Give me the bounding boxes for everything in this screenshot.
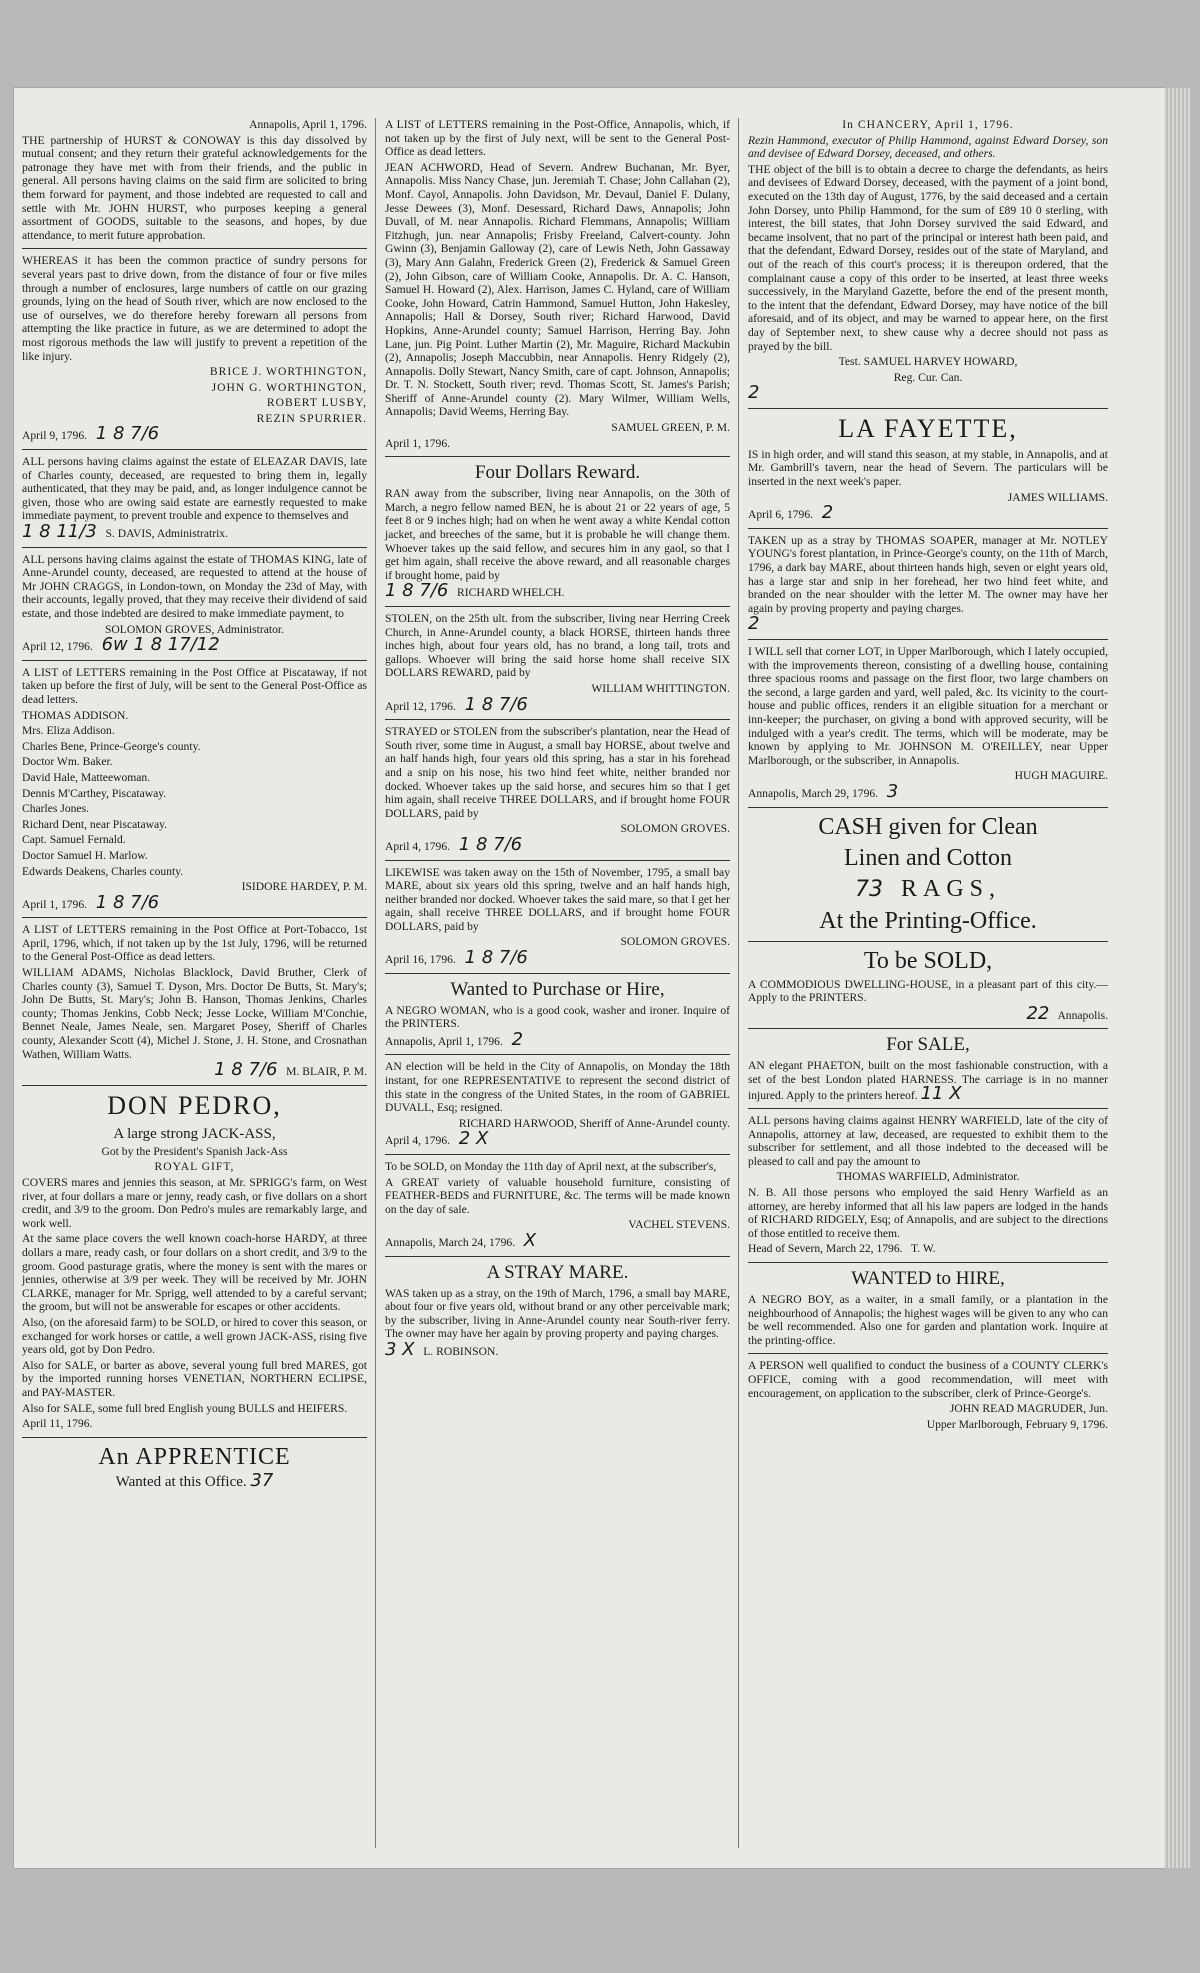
divider — [748, 1262, 1108, 1263]
ad-subtitle: A large strong JACK-ASS, — [113, 1125, 276, 1142]
date-text: April 12, 1796. — [22, 640, 93, 654]
letter-name: Dennis M'Carthey, Piscataway. — [22, 786, 167, 800]
signer: HUGH MAGUIRE. — [1014, 769, 1108, 783]
letter-name: David Hale, Matteewoman. — [22, 770, 151, 784]
notice-date — [385, 1128, 730, 1150]
signer: JOHN G. WORTHINGTON, — [211, 380, 367, 394]
ad-text: At the same place covers the well known coach-horse HARDY, at three dollars a mare, ready cash, or four dollars on a short credit, and 3/9 to the groom. Good pasturage gratis, where the money is sent with the mares or jennies, otherwise at 3/9 per week. They will be received by Mr. JOHN CLARKE, manager for Mr. Sprigg, well attended to by a careful servant; the groom, but will not be answerable for escapes or other accidents. — [22, 1232, 367, 1314]
notice-date — [385, 1229, 730, 1251]
handwritten-mark: 2 — [821, 502, 834, 524]
letter-name: Charles Jones. — [22, 802, 89, 816]
notice-date — [385, 833, 730, 855]
handwritten-mark: 1 8 7/6 — [95, 891, 160, 913]
ad-title: LA FAYETTE, — [838, 413, 1018, 443]
signature-line — [385, 1338, 730, 1360]
date-text: Annapolis, March 24, 1796. — [385, 1235, 516, 1249]
date-text: Annapolis, March 29, 1796. — [748, 786, 879, 800]
la-fayette-ad — [748, 414, 1108, 522]
notice-text: ALL persons having claims against HENRY WARFIELD, late of the city of Annapolis, attorney at law, deceased, are requested to exhibit them to the subscriber for settlement, and all those indebted to the deceased will be pleased to call and pay the amount to — [748, 1114, 1108, 1168]
rags-word: RAGS, — [900, 875, 1002, 902]
reward-ad — [385, 462, 730, 600]
notice-text: THE object of the bill is to obtain a decree to charge the defendants, as heirs and devisees of Edward Dorsey, deceased, with the payment of a joint bond, executed on the 13th day of August, 1776, by the said deceased and a certain John Dorsey, unto Philip Hammond, for the sum of £89 10 0 sterling, with interest, the bill states, that John Dorsey survived the said Edward, and became insolvent, that no part of the principal or interest hath been paid, and that the defendant, Edward Dorsey, resides out of the state of Maryland, and out of the reach of this court's process; it is thereupon ordered, that the complainant cause a copy of this order to be inserted, at least three weeks successively, in the Maryland Gazette, before the end of the present month, to the intent that the defendant, Edward Dorsey, may have notice of the bill aforesaid, and of its object, and may be warned to appear here, on the first day of September next, to shew cause why a decree should not pass as prayed by the bill. — [748, 162, 1108, 353]
signer: RICHARD HARWOOD, Sheriff of Anne-Arundel county. — [458, 1116, 730, 1130]
handwritten-mark: 37 — [250, 1469, 274, 1491]
groves-notice — [22, 553, 367, 654]
notice-text: THE partnership of HURST & CONOWAY is this day dissolved by mutual consent; and they return their grateful acknowledgements for the patronage they have met with from their friends, and the public in general. All persons having claims on the said firm are solicited to bring them forward for payment, and those indebted are requested to call and settle with Mr. JOHN HURST, who purposes keeping a general assortment of GOODS, suitable to the seasons, and hopes, by due attendance, to merit future approbation. — [22, 133, 367, 242]
signer: Test. SAMUEL HARVEY HOWARD, — [838, 355, 1018, 369]
letter-name: Edwards Deakens, Charles county. — [22, 864, 184, 878]
date-text: April 4, 1796. — [385, 1134, 451, 1148]
strayed-horse-ad — [385, 725, 730, 853]
date-text: April 6, 1796. — [748, 508, 814, 522]
divider — [748, 528, 1108, 529]
ad-title: DON PEDRO, — [107, 1090, 282, 1120]
signer: WILLIAM WHITTINGTON. — [591, 681, 730, 695]
column-1 — [22, 118, 367, 1495]
apprentice-ad — [22, 1443, 367, 1490]
date-text: April 16, 1796. — [385, 953, 456, 967]
signer-title: Reg. Cur. Can. — [893, 370, 963, 384]
divider — [748, 639, 1108, 640]
column-2 — [385, 118, 730, 1365]
signature-line — [385, 580, 730, 602]
ad-title: Wanted to Purchase or Hire, — [450, 978, 665, 1000]
notice-text: N. B. All those persons who employed the said Henry Warfield as an attorney, are hereby informed that all his law papers are lodged in the hands of RICHARD RIDGELY, Esq; of Annapolis, and are subject to the directions of those entitled to receive them. — [748, 1186, 1108, 1240]
divider — [385, 1054, 730, 1055]
wanted-purchase-ad — [385, 979, 730, 1049]
ad-title: Four Dollars Reward. — [474, 462, 641, 484]
date-text: April 4, 1796. — [385, 839, 451, 853]
election-notice — [385, 1060, 730, 1148]
ad-text-body: AN elegant PHAETON, built on the most fashionable construction, with a set of the best London plated HARNESS. The carriage is in no manner injured. Apply to the printers hereof. — [748, 1059, 1108, 1102]
notice-text: A LIST of LETTERS remaining in the Post Office at Port-Tobacco, 1st April, 1796, which, if not taken up by the 1st July, 1796, will be returned to the General Post-Office as dead letters. — [22, 923, 367, 964]
notice-date — [385, 947, 730, 969]
stolen-horse-ad — [385, 612, 730, 713]
letter-name: Mrs. Eliza Addison. — [22, 724, 115, 738]
furniture-sale-ad — [385, 1160, 730, 1250]
ad-text: IS in high order, and will stand this season, at my stable, in Annapolis, and at Mr. Gambrill's tavern, near the head of Severn. The particulars will be inserted in the next week's paper. — [748, 447, 1108, 489]
ad-subtitle — [22, 1469, 367, 1491]
letter-name: Charles Bene, Prince-George's county. — [22, 739, 201, 753]
divider — [385, 606, 730, 607]
letter-name: THOMAS ADDISON. — [22, 708, 129, 722]
ad-date: April 11, 1796. — [22, 1417, 93, 1431]
date-text: April 1, 1796. — [22, 897, 88, 911]
ad-text: LIKEWISE was taken away on the 15th of November, 1795, a small bay MARE, about six years old this spring, twelve and an half hands high, neither branded nor docked. Whoever takes the said mare, so that I get her again, shall receive THREE DOLLARS, and if brought home FOUR DOLLARS, paid by — [385, 865, 730, 933]
date-text: Head of Severn, March 22, 1796. — [748, 1242, 903, 1256]
signer: S. DAVIS, Administratrix. — [105, 527, 228, 541]
signer: L. ROBINSON. — [423, 1344, 499, 1358]
notice-date: In CHANCERY, April 1, 1796. — [842, 118, 1014, 131]
divider — [748, 1028, 1108, 1029]
letter-name: Richard Dent, near Piscataway. — [22, 817, 168, 831]
likewise-mare-ad — [385, 866, 730, 967]
ad-title: An APPRENTICE — [98, 1443, 291, 1470]
notice-date — [748, 780, 1108, 802]
ad-text: RAN away from the subscriber, living near Annapolis, on the 30th of March, a negro fellow named BEN, he is about 21 or 22 years of age, 5 feet 8 or 9 inches high; had on when he went away a white Kendal cotton jacket, and breeches of the same, but it is probable he will change them. Whoever takes up the said fellow, and secures him in any gaol, so that I get him again, shall receive the above reward, and all reasonable charges if brought home, paid by — [385, 487, 730, 582]
divider — [385, 719, 730, 720]
handwritten-mark: 1 8 7/6 — [458, 833, 523, 855]
ad-text: WAS taken up as a stray, on the 19th of March, 1796, a small bay MARE, about four or five years old, without brand or any other perceivable mark; by the subscriber, living in Anne-Arundel county near South-river ferry. The owner may have her again by proving property and paying charges. — [385, 1286, 730, 1341]
divider — [385, 1154, 730, 1155]
cash-rags-ad — [748, 813, 1108, 935]
notice-date — [385, 693, 730, 715]
ad-text: COVERS mares and jennies this season, at Mr. SPRIGG's farm, on West river, at four dollars a mare or jenny, ready cash, or five dollars on a short credit, and 3/9 to the groom. Don Pedro's mules are remarkably large, and work well. — [22, 1176, 367, 1230]
ad-text: STOLEN, on the 25th ult. from the subscriber, living near Herring Creek Church, in Anne-Arundel county, a black HORSE, thirteen hands three inches high, about four years old, has no brand, a long tail, trots and gallops. Whoever will bring the said horse home shall receive SIX DOLLARS REWARD, paid by — [385, 612, 730, 680]
handwritten-mark: 1 8 7/6 — [464, 693, 528, 715]
ad-text: TAKEN up as a stray by THOMAS SOAPER, manager at Mr. NOTLEY YOUNG's forest plantation, in Prince-George's county, on the 11th of March, 1796, a dark bay MARE, about thirteen hands high, seven or eight years old, has a large star and snip in her forehead, her two hind feet white, and branded on the near shoulder with the letter M. The owner may have her again by proving property and paying charges. — [748, 533, 1108, 615]
handwritten-mark: 1 8 7/6 — [385, 580, 449, 602]
notice-date — [22, 891, 367, 913]
ad-line: Linen and Cotton — [844, 844, 1012, 871]
notice-date: Annapolis, April 1, 1796. — [249, 118, 367, 131]
house-sale-ad — [748, 947, 1108, 1023]
case-parties: Rezin Hammond, executor of Philip Hammond, against Edward Dorsey, son and devisee of Edward Dorsey, deceased, and others. — [748, 133, 1108, 161]
lot-sale-ad — [748, 645, 1108, 801]
signature-line — [22, 1059, 367, 1081]
signature-line — [748, 1002, 1108, 1024]
handwritten-mark: 3 — [886, 780, 899, 802]
ad-text: Also for SALE, or barter as above, several young full bred MARES, got by the imported running horses VENETIAN, NORTHERN ECLIPSE, and PAY-MASTER. — [22, 1358, 367, 1399]
divider — [22, 917, 367, 918]
ad-text: To be SOLD, on Monday the 11th day of April next, at the subscriber's, — [385, 1160, 717, 1173]
warfield-notice — [748, 1114, 1108, 1256]
divider — [22, 449, 367, 450]
divider — [22, 1437, 367, 1438]
date-text: April 9, 1796. — [22, 429, 88, 443]
chancery-notice — [748, 118, 1108, 402]
notice-date — [22, 634, 367, 656]
letter-name: Doctor Wm. Baker. — [22, 755, 113, 769]
handwritten-mark: 2 — [511, 1028, 524, 1050]
ad-title: For SALE, — [886, 1034, 970, 1056]
ad-text: A COMMODIOUS DWELLING-HOUSE, in a pleasant part of this city.—Apply to the PRINTERS. — [748, 977, 1108, 1005]
handwritten-mark: 1 8 7/6 — [464, 947, 528, 969]
letter-names: WILLIAM ADAMS, Nicholas Blacklock, David Bruther, Clerk of Charles county (3), Samuel T. Dyson, Mrs. Doctor De Butts, St. Mary's; John De Butts, St. Mary's; John B. Hanson, Thomas Jenkins, Charles county; Thomas Jenkins, Cobb Neck; Jesse Locke, William M'Conchie, Bennet Neale, James Neale, sen. Margaret Posey, Sheriff of Charles county, Alexander Scott (4), Michel J. Stone, J. H. Stone, and Crosnathan Wathen, William Watts. — [22, 966, 367, 1061]
notice-date: April 1, 1796. — [385, 436, 451, 450]
davis-notice — [22, 455, 367, 541]
notice-text: A LIST of LETTERS remaining in the Post-Office, Annapolis, which, if not taken up by the first of July next, will be sent to the General Post-Office as dead letters. — [385, 118, 730, 159]
signer: SOLOMON GROVES, Administrator. — [104, 622, 285, 636]
ad-text: A PERSON well qualified to conduct the business of a COUNTY CLERK's OFFICE, coming with a good recommendation, will meet with encouragement, on application to the subscriber, clerk of Prince-George's. — [748, 1359, 1108, 1400]
handwritten-mark: 11 X — [920, 1082, 962, 1104]
notice-text: ALL persons having claims against the estate of ELEAZAR DAVIS, late of Charles county, deceased, are requested to bring them in, legally authenticated, that they may be paid, and, as longer indulgence cannot be given, those who are owing said estate are earnestly requested to make immediate payment, to prevent trouble and expence to themselves and — [22, 455, 367, 523]
notice-text: WHEREAS it has been the common practice of sundry persons for several years past to drive down, from the distance of four or five miles through a number of enclosures, large numbers of cattle on our grazing grounds, lying on the head of South river, which are now enclosed to the use of ourselves, we do therefore hereby forewarn all persons from attempting the like practice in future, as we are determined to adopt the most rigorous methods the law will justify to prevent a repetition of the like injury. — [22, 254, 367, 363]
divider — [385, 456, 730, 457]
divider — [22, 547, 367, 548]
page-edge — [1164, 88, 1190, 1868]
initials: T. W. — [911, 1242, 936, 1256]
ad-text: Also for SALE, some full bred English young BULLS and HEIFERS. — [22, 1401, 348, 1415]
signer: BRICE J. WORTHINGTON, — [209, 365, 367, 379]
hire-ad — [748, 1268, 1108, 1347]
stray-mare-ad — [385, 1262, 730, 1359]
ad-subtitle: Got by the President's Spanish Jack-Ass — [101, 1144, 288, 1158]
handwritten-mark: 2 X — [458, 1128, 489, 1150]
signer: SOLOMON GROVES. — [620, 935, 730, 949]
signer: THOMAS WARFIELD, Administrator. — [836, 1170, 1020, 1184]
handwritten-mark: 1 8 7/6 — [95, 423, 160, 445]
divider — [748, 408, 1108, 409]
handwritten-mark: 73 — [854, 876, 883, 902]
ad-text: I WILL sell that corner LOT, in Upper Marlborough, which I lately occupied, with the improvements thereon, consisting of a dwelling house, containing three spacious rooms and passage on the first floor, two large chambers on the second, a large garden and yard, well paled, &c. Its vicinity to the court-house and public offices, renders it an eligible situation for a merchant or inn-keeper; the purchaser, on giving a bond with approved security, will be indulged with a year's credit. The terms, which will be moderate, may be known by applying to Mr. JOHNSON M. O'REILLEY, near Upper Marlborough, or the subscriber, in Annapolis. — [748, 645, 1108, 767]
signer: RICHARD WHELCH. — [457, 586, 565, 600]
handwritten-mark: 3 X — [385, 1338, 415, 1360]
handwritten-mark: X — [523, 1229, 537, 1251]
ad-title: A STRAY MARE. — [486, 1261, 629, 1283]
worthington-notice — [22, 254, 367, 443]
handwritten-mark: 6w 1 8 17/12 — [101, 634, 220, 656]
signer: JAMES WILLIAMS. — [1007, 490, 1108, 504]
letter-names: JEAN ACHWORD, Head of Severn. Andrew Buchanan, Mr. Byer, Annapolis. Miss Nancy Chase, jun. Jeremiah T. Chase; John Callahan (2), Monf. Cayol, Annapolis. John Davidson, Mr. Devaul, Daniel F. Dulany, Jesse Dewees (3), Monf. Desessard, Richard Daws, Annapolis; John Duvall, of M. near Annapolis. Richard Flemmans, Annapolis; William Fitzhugh, jun. near Annapolis; Frisby Freeland, Calvert-county. John Gwinn (3), Benjamin Galloway (2), care of Lewis Neth, John Gassaway (3), Mary Ann Galahn, Frederick Green (2), Frederick & Samuel Green (2), John Gibson, care of William Cooke, Annapolis. Dr. A. C. Hanson, Samuel H. Howard (2), Alex. Harrison, James C. Hyland, care of William Cooke, John Howard, Catrin Hammond, Samuel Hutton, John Hakesley, Annapolis; Hall & Dorsey, South river; Richard Harwood, David Hopkins, Anne-Arundel county; Samuel Harrison, Herring Bay. John Lane, jun. Pig Point. Luther Martin (2), Mr. Maguire, Richard Mackubin (2), Annapolis; Joseph Maccubbin, near Annapolis. Henry Ridgely (2), Annapolis. Dolly Stewart, Nancy Smith, care of capt. Johnson, Annapolis; Dr. T. N. Stockett, South river; revd. Thomas Scott, St. James's Parish; Sheriff of Anne-Arundel county (2). Mary Wilmer, William Wells, Annapolis; David Weems, Herring Bay. — [385, 160, 730, 419]
divider — [385, 860, 730, 861]
ad-line: At the Printing-Office. — [819, 907, 1037, 934]
handwritten-mark: 1 8 7/6 — [214, 1059, 278, 1081]
notice-text: A LIST of LETTERS remaining in the Post Office at Piscataway, if not taken up before the first of July, will be sent to the General Post-Office as dead letters. — [22, 665, 367, 706]
divider — [748, 807, 1108, 808]
notice-date — [748, 1242, 1108, 1256]
piscataway-letters — [22, 666, 367, 912]
phaeton-sale-ad — [748, 1034, 1108, 1102]
handwritten-line — [748, 613, 1108, 635]
ad-text: Also, (on the aforesaid farm) to be SOLD, or hired to cover this season, or exchanged for work horses or cattle, a well grown JACK-ASS, rising five years old, got by Don Pedro. — [22, 1315, 367, 1357]
divider — [22, 248, 367, 249]
ad-text — [748, 1059, 1108, 1102]
notice-text: ALL persons having claims against the estate of THOMAS KING, late of Anne-Arundel county, deceased, are requested to attend at the house of Mr JOHN CRAGGS, in London-town, on Monday the 23d of May, with their accounts, legally proved, that they may receive their dividend of said estate, and those indebted are desired to make immediate payment, to — [22, 552, 367, 620]
column-rule — [375, 118, 376, 1848]
notice-date — [385, 1028, 730, 1050]
ad-line: CASH given for Clean — [818, 813, 1038, 840]
handwritten-mark: 2 — [748, 382, 760, 404]
ad-title: To be SOLD, — [863, 947, 993, 974]
soaper-stray-ad — [748, 534, 1108, 633]
handwritten-mark: 22 — [1026, 1002, 1050, 1024]
ad-title: WANTED to HIRE, — [851, 1268, 1005, 1290]
signer: REZIN SPURRIER. — [256, 411, 367, 425]
port-tobacco-letters — [22, 923, 367, 1079]
divider — [385, 1256, 730, 1257]
annapolis-letters — [385, 118, 730, 450]
signature-line — [22, 521, 367, 543]
handwritten-mark: 2 — [748, 613, 760, 635]
handwritten-mark: 1 8 11/3 — [22, 521, 97, 543]
divider — [748, 941, 1108, 942]
signer: ROBERT LUSBY, — [266, 396, 367, 410]
ad-line — [748, 875, 1108, 904]
divider — [748, 1353, 1108, 1354]
date-text: Annapolis, April 1, 1796. — [385, 1034, 503, 1048]
ad-text: A NEGRO WOMAN, who is a good cook, washer and ironer. Inquire of the PRINTERS. — [385, 1003, 730, 1031]
ad-text: A NEGRO BOY, as a waiter, in a small family, or a plantation in the neighbourhood of Annapolis; the highest wages will be given to any who can be well recommended. Also one for garden and plantation work. Inquire at the printing-office. — [748, 1293, 1108, 1347]
signer: ISIDORE HARDEY, P. M. — [241, 880, 367, 894]
place: Annapolis. — [1057, 1008, 1108, 1022]
handwritten-line — [748, 382, 1108, 404]
signer: SAMUEL GREEN, P. M. — [611, 421, 730, 435]
divider — [22, 660, 367, 661]
divider — [385, 973, 730, 974]
letter-name: Doctor Samuel H. Marlow. — [22, 848, 148, 862]
signer: VACHEL STEVENS. — [628, 1218, 730, 1232]
date-text: April 12, 1796. — [385, 699, 456, 713]
signer: SOLOMON GROVES. — [620, 822, 730, 836]
signer: M. BLAIR, P. M. — [286, 1065, 367, 1079]
ad-subtitle: ROYAL GIFT, — [154, 1160, 235, 1174]
ad-sub-text: Wanted at this Office. — [115, 1473, 247, 1490]
column-rule — [738, 118, 739, 1848]
don-pedro-ad — [22, 1091, 367, 1431]
ad-text: STRAYED or STOLEN from the subscriber's plantation, near the Head of South river, some time in August, a small bay HORSE, about twelve and an half hands high, four years old this spring, has a star in his forehead and a snip on his nose, his two hind feet white, neither branded nor docked. Whoever takes up the said horse, and secures him so that I get him again, shall receive THREE DOLLARS, and if brought home FOUR DOLLARS, paid by — [385, 725, 730, 820]
clerk-ad — [748, 1359, 1108, 1431]
letter-name: Capt. Samuel Fernald. — [22, 833, 126, 847]
ad-text: A GREAT variety of valuable household furniture, consisting of FEATHER-BEDS and FURNITURE, &c. The terms will be made known on the day of sale. — [385, 1175, 730, 1216]
notice-text: AN election will be held in the City of Annapolis, on Monday the 18th instant, for one REPRESENTATIVE to represent the second district of this state in the congress of the United States, in the room of GABRIEL DUVALL, Esq; resigned. — [385, 1060, 730, 1115]
divider — [22, 1085, 367, 1086]
notice-date — [22, 423, 367, 445]
hurst-notice — [22, 118, 367, 242]
notice-date — [748, 502, 1108, 524]
divider — [748, 1108, 1108, 1109]
notice-date: Upper Marlborough, February 9, 1796. — [926, 1417, 1108, 1431]
signer: JOHN READ MAGRUDER, Jun. — [949, 1402, 1108, 1416]
column-3 — [748, 118, 1108, 1437]
